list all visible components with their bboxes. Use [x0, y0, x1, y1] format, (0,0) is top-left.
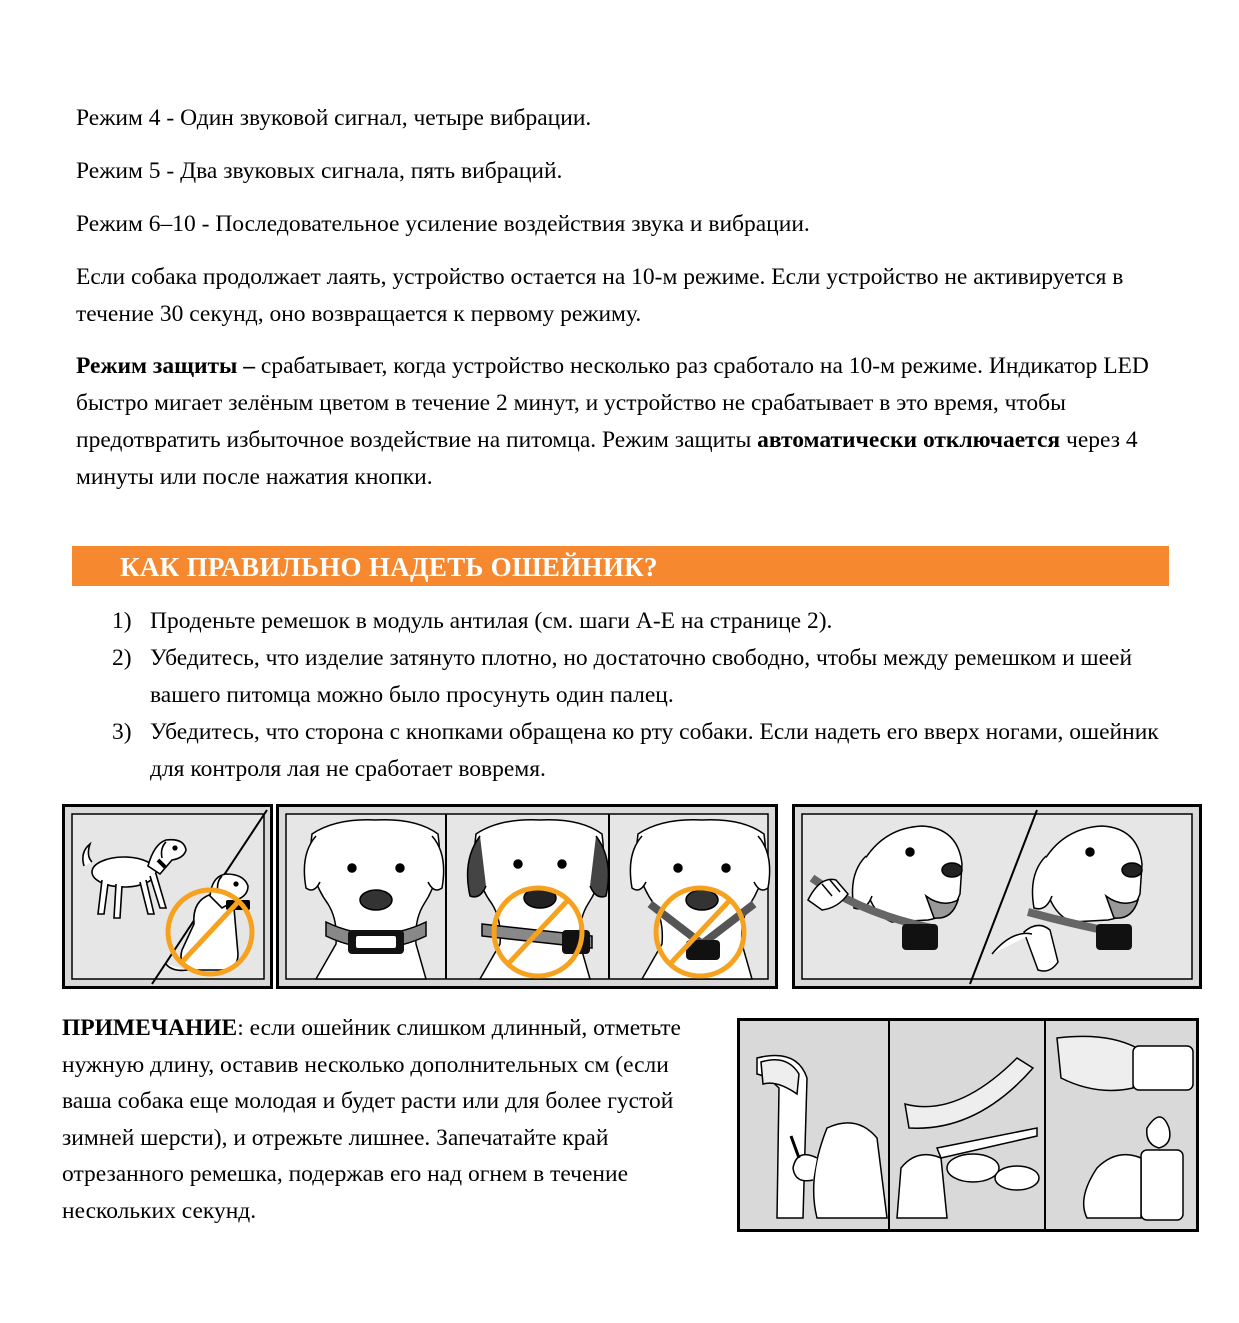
steps-list [76, 603, 1176, 788]
section-title: КАК ПРАВИЛЬНО НАДЕТЬ ОШЕЙНИК? [120, 552, 658, 582]
step-text: Проденьте ремешок в модуль антилая (см. шаги А-Е на странице 2). [150, 608, 833, 634]
mode-5-text: Режим 5 - Два звуковых сигнала, пять вибраций. [76, 158, 563, 184]
step-number: 1) [112, 608, 132, 634]
protection-text-1: срабатывает, когда устройство несколько раз сработало на 10-м режиме. Индикатор LED быстро мигает зелёным цветом в течение 2 минут, и устройство не срабатывает в это время, чтобы предотвратить избыточное воздействие на питомца. Режим защиты [76, 353, 1149, 453]
hand-fitting-collar-illustration [792, 804, 1202, 989]
list-item [76, 640, 1176, 714]
dog-face-collar-correct-vs-wrong-illustration [276, 804, 778, 989]
list-item [76, 714, 1176, 788]
mode-4-text: Режим 4 - Один звуковой сигнал, четыре вибрации. [76, 105, 592, 131]
step-number: 2) [112, 645, 132, 671]
protection-paragraph [76, 348, 1166, 496]
step-number: 3) [112, 719, 132, 745]
section-banner [72, 546, 1169, 586]
protection-bold-2: автоматически отключается [757, 427, 1061, 453]
protection-text-2: через 4 минуты или после нажатия кнопки. [76, 427, 1138, 490]
note-paragraph [62, 1010, 722, 1229]
note-text: : если ошейник слишком длинный, отметьте нужную длину, оставив несколько дополнительных см (если ваша собака еще молодая и будет расти или для более густой зимней шерсти), и отрежьте лишнее. Запечатайте край отрезанного ремешка, подержав его над огнем в течение нескольких секунд. [62, 1015, 681, 1224]
note-label: ПРИМЕЧАНИЕ [62, 1015, 238, 1041]
step-text: Убедитесь, что изделие затянуто плотно, но достаточно свободно, чтобы между ремешком и шеей вашего питомца можно было просунуть один палец. [150, 645, 1133, 708]
trim-strap-and-seal-with-lighter-illustration [737, 1018, 1199, 1232]
mode-6-10-text: Режим 6–10 - Последовательное усиление воздействия звука и вибрации. [76, 211, 810, 237]
protection-title: Режим защиты – [76, 353, 256, 379]
step-text: Убедитесь, что сторона с кнопками обращена ко рту собаки. Если надеть его вверх ногами, ошейник для контроля лая не сработает вовремя. [150, 719, 1159, 782]
standing-dog-vs-sitting-dog-prohibited-illustration [62, 804, 273, 989]
list-item [76, 603, 1176, 640]
bark-paragraph: Если собака продолжает лаять, устройство остается на 10-м режиме. Если устройство не активируется в течение 30 секунд, оно возвращается к первому режиму. [76, 264, 1124, 327]
